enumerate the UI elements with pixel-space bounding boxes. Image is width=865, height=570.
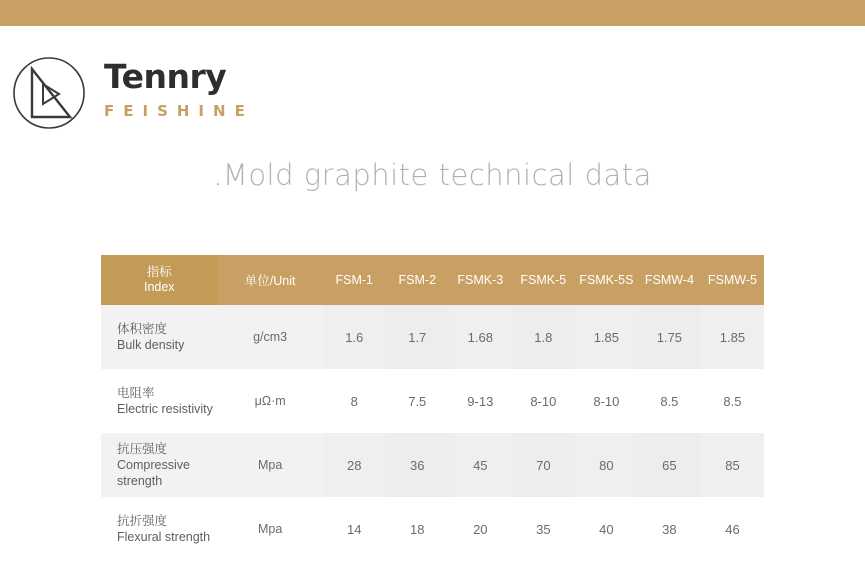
cell-value: 35 (512, 497, 575, 561)
cell-value: 1.85 (701, 305, 764, 369)
row-label-compressive-strength (101, 433, 218, 497)
cell-value: 28 (323, 433, 386, 497)
row-label-cn: 抗折强度 (117, 514, 168, 528)
cell-value: 46 (701, 497, 764, 561)
brand-name: Tennry (104, 57, 227, 96)
column-header-fsmk-3: FSMK-3 (449, 255, 512, 305)
cell-value: 1.8 (512, 305, 575, 369)
cell-value: 8-10 (575, 369, 638, 433)
cell-value: 14 (323, 497, 386, 561)
cell-value: 38 (638, 497, 701, 561)
cell-value: 85 (701, 433, 764, 497)
technical-data-table-wrapper (101, 255, 764, 561)
cell-value: 65 (638, 433, 701, 497)
row-label-electric-resistivity (101, 369, 218, 433)
cell-value: 8 (323, 369, 386, 433)
row-unit: g/cm3 (218, 305, 323, 369)
row-label-flexural-strength (101, 497, 218, 561)
table-row (101, 433, 764, 497)
cell-value: 18 (386, 497, 449, 561)
column-header-index (101, 255, 218, 305)
row-label-cn: 抗压强度 (117, 442, 168, 456)
title-lead-dot: . (213, 158, 223, 192)
column-header-index-cn: 指标 (146, 265, 172, 279)
row-label-bulk-density (101, 305, 218, 369)
cell-value: 1.6 (323, 305, 386, 369)
brand-lockup (104, 57, 404, 120)
cell-value: 1.85 (575, 305, 638, 369)
column-header-fsmw-4: FSMW-4 (638, 255, 701, 305)
cell-value: 80 (575, 433, 638, 497)
cell-value: 8.5 (638, 369, 701, 433)
table-header-row (101, 255, 764, 305)
cell-value: 8-10 (512, 369, 575, 433)
cell-value: 36 (386, 433, 449, 497)
column-header-fsmw-5: FSMW-5 (701, 255, 764, 305)
row-unit: Mpa (218, 497, 323, 561)
row-label-cn: 电阻率 (117, 386, 155, 400)
cell-value: 1.7 (386, 305, 449, 369)
column-header-unit: 单位/Unit (218, 255, 323, 305)
row-label-en: Bulk density (117, 338, 185, 352)
table-row (101, 497, 764, 561)
row-label-en: Electric resistivity (117, 402, 213, 416)
column-header-fsmk-5s: FSMK-5S (575, 255, 638, 305)
row-unit: Mpa (218, 433, 323, 497)
table-header (101, 255, 764, 305)
brand-subtitle: FEISHINE (104, 102, 254, 120)
cell-value: 45 (449, 433, 512, 497)
play-triangle-in-circle-logo-icon (12, 56, 86, 130)
cell-value: 7.5 (386, 369, 449, 433)
column-header-fsm-1: FSM-1 (323, 255, 386, 305)
column-header-fsmk-5: FSMK-5 (512, 255, 575, 305)
cell-value: 1.75 (638, 305, 701, 369)
cell-value: 40 (575, 497, 638, 561)
row-label-en: Compressive strength (117, 458, 190, 488)
table-row (101, 305, 764, 369)
cell-value: 9-13 (449, 369, 512, 433)
page-title (0, 158, 865, 192)
page-title-text: Mold graphite technical data (222, 158, 652, 192)
column-header-fsm-2: FSM-2 (386, 255, 449, 305)
row-label-en: Flexural strength (117, 530, 211, 544)
top-accent-bar (0, 0, 865, 26)
cell-value: 1.68 (449, 305, 512, 369)
brand-header (0, 26, 865, 136)
column-header-index-en: Index (143, 280, 175, 294)
cell-value: 8.5 (701, 369, 764, 433)
table-row (101, 369, 764, 433)
row-label-cn: 体积密度 (117, 322, 168, 336)
row-unit: μΩ·m (218, 369, 323, 433)
cell-value: 20 (449, 497, 512, 561)
table-body (101, 305, 764, 561)
technical-data-table (101, 255, 764, 561)
cell-value: 70 (512, 433, 575, 497)
